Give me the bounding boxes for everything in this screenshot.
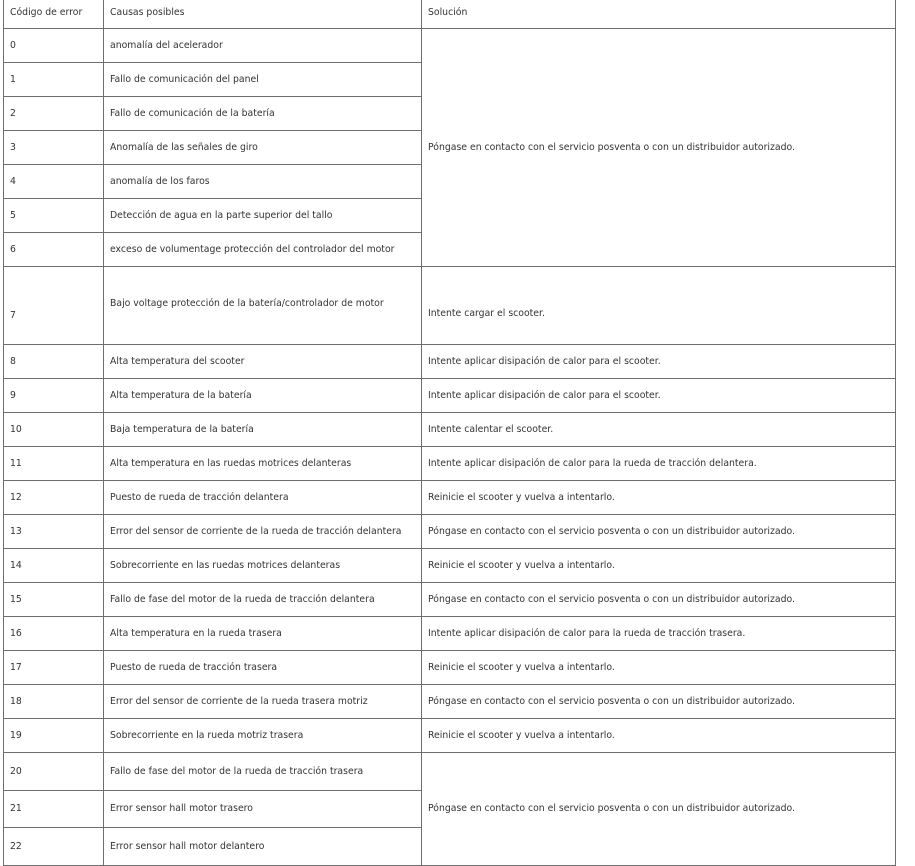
error-cause: Alta temperatura de la batería [104,379,422,413]
table-row [4,447,896,481]
error-cause: Baja temperatura de la batería [104,413,422,447]
table-row [4,267,896,345]
error-cause: Anomalía de las señales de giro [104,131,422,165]
header-code: Código de error [4,0,104,29]
error-solution: Intente cargar el scooter. [422,267,896,345]
error-code: 18 [4,685,104,719]
error-cause: Error sensor hall motor trasero [104,791,422,828]
table-row [4,583,896,617]
error-code: 8 [4,345,104,379]
error-cause: Detección de agua en la parte superior del tallo [104,199,422,233]
error-code-table [3,0,896,866]
error-code: 14 [4,549,104,583]
error-code: 22 [4,828,104,866]
error-code: 3 [4,131,104,165]
error-solution: Reinicie el scooter y vuelva a intentarlo. [422,481,896,515]
table-header-row [4,0,896,29]
error-code: 17 [4,651,104,685]
table-row [4,617,896,651]
error-cause: Fallo de comunicación del panel [104,63,422,97]
error-cause: Puesto de rueda de tracción trasera [104,651,422,685]
error-solution: Reinicie el scooter y vuelva a intentarlo. [422,651,896,685]
error-cause: Fallo de comunicación de la batería [104,97,422,131]
error-code: 11 [4,447,104,481]
error-code: 10 [4,413,104,447]
error-solution: Póngase en contacto con el servicio posventa o con un distribuidor autorizado. [422,29,896,267]
error-cause: Fallo de fase del motor de la rueda de tracción delantera [104,583,422,617]
table-row [4,29,896,63]
error-solution: Póngase en contacto con el servicio posventa o con un distribuidor autorizado. [422,515,896,549]
error-cause: Sobrecorriente en las ruedas motrices delanteras [104,549,422,583]
table-row [4,481,896,515]
table-row [4,719,896,753]
error-cause: Alta temperatura en la rueda trasera [104,617,422,651]
error-code: 15 [4,583,104,617]
table-row [4,651,896,685]
error-cause: Alta temperatura del scooter [104,345,422,379]
error-code: 21 [4,791,104,828]
error-solution: Intente aplicar disipación de calor para la rueda de tracción trasera. [422,617,896,651]
error-cause: exceso de volumentage protección del controlador del motor [104,233,422,267]
error-code: 16 [4,617,104,651]
error-solution: Póngase en contacto con el servicio posventa o con un distribuidor autorizado. [422,753,896,866]
error-code: 6 [4,233,104,267]
error-cause: Error del sensor de corriente de la rueda trasera motriz [104,685,422,719]
error-solution: Intente aplicar disipación de calor para el scooter. [422,379,896,413]
error-cause: Fallo de fase del motor de la rueda de tracción trasera [104,753,422,791]
table-row [4,753,896,791]
error-code: 13 [4,515,104,549]
error-cause: Bajo voltage protección de la batería/controlador de motor [104,267,422,345]
table-row [4,413,896,447]
error-solution: Intente aplicar disipación de calor para el scooter. [422,345,896,379]
header-solution: Solución [422,0,896,29]
error-code: 12 [4,481,104,515]
table-row [4,345,896,379]
error-code: 20 [4,753,104,791]
table-row [4,379,896,413]
error-code: 1 [4,63,104,97]
error-solution: Reinicie el scooter y vuelva a intentarlo. [422,719,896,753]
error-cause: anomalía de los faros [104,165,422,199]
error-code: 9 [4,379,104,413]
error-cause: Alta temperatura en las ruedas motrices delanteras [104,447,422,481]
error-code: 0 [4,29,104,63]
error-solution: Póngase en contacto con el servicio posventa o con un distribuidor autorizado. [422,583,896,617]
error-code: 19 [4,719,104,753]
error-solution: Intente aplicar disipación de calor para la rueda de tracción delantera. [422,447,896,481]
error-cause: Sobrecorriente en la rueda motriz trasera [104,719,422,753]
error-code: 4 [4,165,104,199]
table-row [4,685,896,719]
error-cause: Error sensor hall motor delantero [104,828,422,866]
error-code: 2 [4,97,104,131]
error-cause: Puesto de rueda de tracción delantera [104,481,422,515]
error-cause: anomalía del acelerador [104,29,422,63]
error-solution: Intente calentar el scooter. [422,413,896,447]
header-cause: Causas posibles [104,0,422,29]
table-row [4,515,896,549]
table-row [4,549,896,583]
error-code: 5 [4,199,104,233]
error-cause: Error del sensor de corriente de la rueda de tracción delantera [104,515,422,549]
error-solution: Póngase en contacto con el servicio posventa o con un distribuidor autorizado. [422,685,896,719]
error-solution: Reinicie el scooter y vuelva a intentarlo. [422,549,896,583]
error-code: 7 [4,267,104,345]
